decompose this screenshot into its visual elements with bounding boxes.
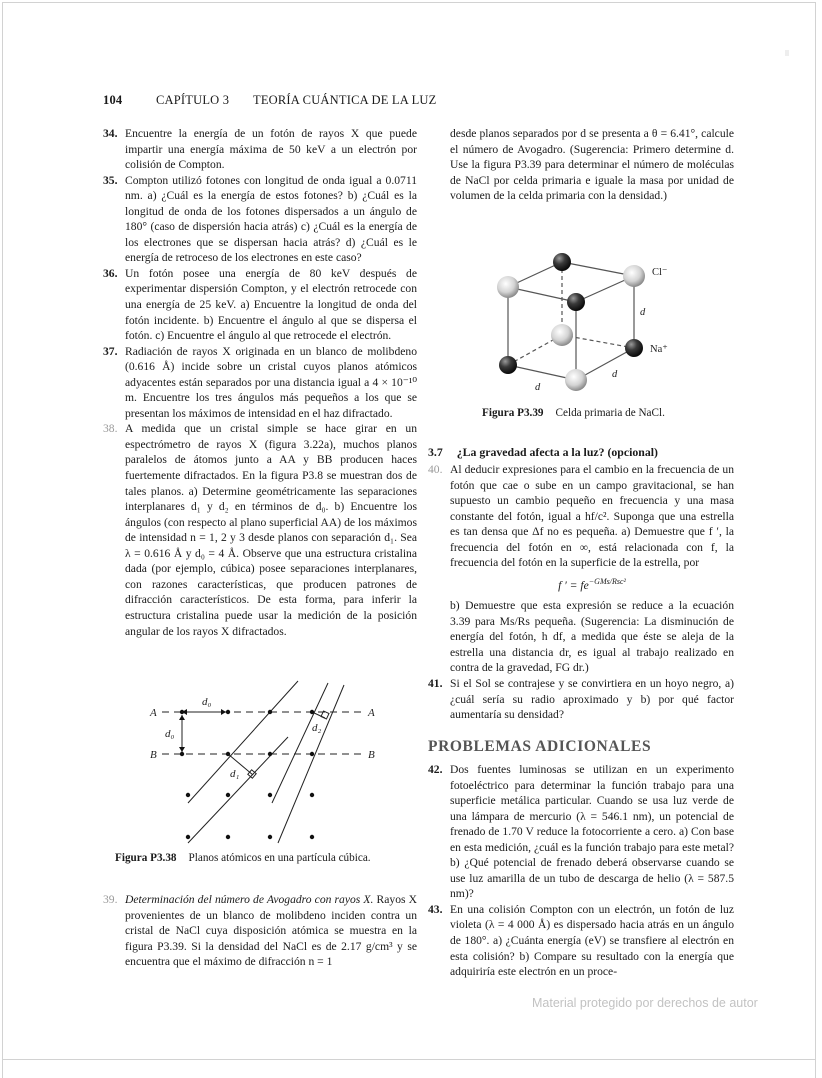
problem-text: Dos fuentes luminosas se utilizan en un experimento fotoeléctrico para determinar la función trabajo para una superficie metálica particular. Cuando se usa luz verde de una lámpara de mercurio (λ = 546.1 nm), un potencial de frenado de 1.70 V reduce la fotocorriente a cero. a) Con base en esta medición, ¿cuál es la función trabajo para este metal? b) ¿Qué potencial de frenado deberá observarse cuando se use luz amarilla de un tubo de descarga de helio (λ = 587.5 nm)?	[450, 763, 734, 901]
label-b-left: B	[150, 749, 157, 761]
problem-42	[428, 762, 734, 902]
cl-atom	[623, 265, 645, 287]
label-b-right: B	[368, 749, 375, 761]
problem-text: Radiación de rayos X originada en un blanco de molibdeno (0.616 Å) incide sobre un cristal cuyos planos atómicos adyacentes están separados por una distancia igual a 4 × 10⁻¹⁰ m. Encuentre los tres ángulos más pequeños a los que se presentan los máximos de intensidad en el haz difractado.	[125, 344, 417, 420]
problem-number: 37.	[103, 344, 118, 358]
figure-caption-text: Celda primaria de NaCl.	[555, 407, 665, 419]
problem-34	[103, 126, 417, 173]
problem-36	[103, 266, 417, 344]
problem-number: 43.	[428, 902, 443, 916]
problem-39-container	[103, 892, 417, 970]
problem-number: 38.	[103, 422, 118, 436]
problem-text: b) Demuestre que esta expresión se reduce a la ecuación 3.39 para Ms/Rs pequeña. (Sugerencia: La disminución de energía del fotón, h df, a medida que éste se aleja de la estrella una distancia dr, es igual al trabajo realizado en contra de la gravedad, FG dr.)	[450, 599, 734, 675]
section-heading	[428, 445, 658, 460]
figure-p3-38-diagram	[140, 675, 410, 845]
label-d0-vertical: d₀	[165, 728, 175, 740]
na-atom	[499, 356, 517, 374]
na-atom	[625, 339, 643, 357]
chapter-title: TEORÍA CUÁNTICA DE LA LUZ	[253, 93, 437, 107]
problem-number: 42.	[428, 763, 443, 776]
figure-label: Figura P3.38	[115, 852, 177, 864]
additional-problems-heading: PROBLEMAS ADICIONALES	[428, 738, 652, 755]
label-a-right: A	[368, 707, 375, 719]
problem-number: 39.	[103, 893, 118, 906]
problem-40	[428, 462, 734, 571]
problem-number: 40.	[428, 463, 443, 476]
problem-43	[428, 902, 734, 980]
page-number: 104	[103, 93, 123, 107]
problem-body: Rayos X provenientes de un blanco de molibdeno inciden contra un cristal de NaCl cuya disposición atómica se muestra en la figura P3.39. Si la densidad del NaCl es de 2.17 g/cm³ y se encuentra que el máximo de difracción n = 1	[125, 893, 417, 969]
scan-artifact	[785, 50, 789, 56]
label-d-vertical: d	[640, 307, 646, 318]
problem-41	[428, 676, 734, 723]
problem-number: 36.	[103, 266, 118, 280]
na-atom	[553, 253, 571, 271]
problem-number: 34.	[103, 127, 118, 140]
problem-37	[103, 344, 417, 422]
na-atom	[567, 293, 585, 311]
cl-atom	[497, 276, 519, 298]
problem-text: Un fotón posee una energía de 80 keV después de experimentar dispersión Compton, y el electrón retrocede con una energía de 25 keV. a) Encuentre la longitud de onda del fotón incidente. b) Encuentre el ángulo al que se dispersa el fotón. c) Encuentre el ángulo al que retrocede el electrón.	[125, 266, 417, 343]
label-d-right: d	[612, 369, 618, 380]
problem-38	[103, 421, 417, 639]
equation-exponent: −GMs/Rsc²	[588, 576, 626, 586]
problem-40-part-b	[428, 598, 734, 676]
problem-text: A medida que un cristal simple se hace girar en un espectrómetro de rayos X (figura 3.22a), muchos planos paralelos de átomos junto a AA y BB producen haces fuertemente difractados. En la figura P3.8 se muestran dos de tales planos. a) Determine geométricamente las separaciones interplanares d₁ y d₂ en términos de d₀. b) Encuentre los ángulos (con respecto al plano superficial AA) de los máximos de intensidad n = 1, 2 y 3 desde planos con separación d₁. Sea λ = 0.616 Å y d₀ = 4 Å. Observe que una estructura cristalina dada (por ejemplo, cúbica) posee separaciones interplanares, con razones características, que producen patrones de difracción característicos. De esta forma, para inferir la estructura cristalina puede usar la medición de la posición angular de los rayos X difractados.	[125, 422, 417, 638]
section-title: ¿La gravedad afecta a la luz? (opcional)	[456, 445, 658, 459]
label-d-left: d	[535, 382, 541, 393]
cl-atom	[565, 369, 587, 391]
problem-text: Compton utilizó fotones con longitud de onda igual a 0.0711 nm. a) ¿Cuál es la energía de estos fotones? b) ¿Cuál es la longitud de onda de los fotones dispersados a un ángulo de 180° (caso de dispersión hacia atrás) c) ¿Cuál es la energía de los electrones que se dispersan hacia atrás? d) ¿Cuál es le energía de retroceso de los electrones en este caso?	[125, 173, 417, 265]
label-d0-horizontal: d₀	[202, 696, 212, 708]
figure-caption-text: Planos atómicos en una partícula cúbica.	[188, 852, 371, 864]
problem-text: desde planos separados por d se presenta a θ = 6.41°, calcule el número de Avogadro. (Sugerencia: Primero determine d. Use la figura P3.39 para determinar el número de moléculas de NaCl por celda primaria e iguale la masa por unidad de volumen de la celda primaria con la densidad.)	[450, 127, 734, 203]
problem-text	[125, 892, 417, 970]
label-a-left: A	[150, 707, 157, 719]
figure-p3-39-diagram	[480, 245, 720, 405]
equation-base: f ′ = fe	[558, 578, 589, 592]
problem-number: 41.	[428, 676, 443, 690]
equation	[428, 574, 734, 593]
figure-label: Figura P3.39	[482, 407, 544, 419]
problem-39	[103, 892, 417, 970]
figure-p3-38-caption	[115, 852, 371, 864]
section-number: 3.7	[428, 445, 443, 459]
problem-text: Al deducir expresiones para el cambio en la frecuencia de un fotón que cae o sube en un campo gravitacional, se han supuesto un cambio pequeño en frecuencia y una masa constante del fotón, igual a hf/c². Suponga que una estrella es tan densa que Δf no es pequeña. a) Demuestre que f ′, la frecuencia del fotón en ∞, está relacionada con f, la frecuencia del fotón en la superficie de la estrella, por	[450, 463, 734, 570]
problem-number: 35.	[103, 173, 118, 187]
copyright-watermark: Material protegido por derechos de autor	[532, 996, 758, 1010]
label-na: Na⁺	[650, 344, 668, 355]
label-cl: Cl⁻	[652, 267, 668, 278]
problem-text: Si el Sol se contrajese y se convirtiera en un hoyo negro, a) ¿cuál sería su radio aproximado y b) por qué factor aumentaría su densidad?	[450, 676, 734, 722]
label-d2: d₂	[312, 722, 322, 734]
right-column-top	[428, 126, 734, 204]
chapter-label: CAPÍTULO 3	[156, 93, 230, 107]
left-column	[103, 126, 417, 639]
right-column-bottom	[428, 762, 734, 980]
cl-atom	[551, 324, 573, 346]
problem-text: En una colisión Compton con un electrón, un fotón de luz violeta (λ = 4 000 Å) es dispersado hacia atrás en un ángulo de 180°. a) ¿Cuánta energía (eV) se transfiere al electrón en esta colisión? b) Compare su resultado con la energía que adquiriría este electrón en un proce-	[450, 902, 734, 979]
figure-p3-39-caption	[482, 407, 665, 419]
label-d1: d₁	[230, 768, 240, 780]
problem-text: Encuentre la energía de un fotón de rayos X que puede impartir una energía máxima de 50 keV a un electrón por colisión de Compton.	[125, 127, 417, 172]
problem-35	[103, 173, 417, 266]
problem-39-continued	[428, 126, 734, 204]
right-column-middle	[428, 462, 734, 723]
problem-title: Determinación del número de Avogadro con rayos X.	[125, 893, 374, 906]
